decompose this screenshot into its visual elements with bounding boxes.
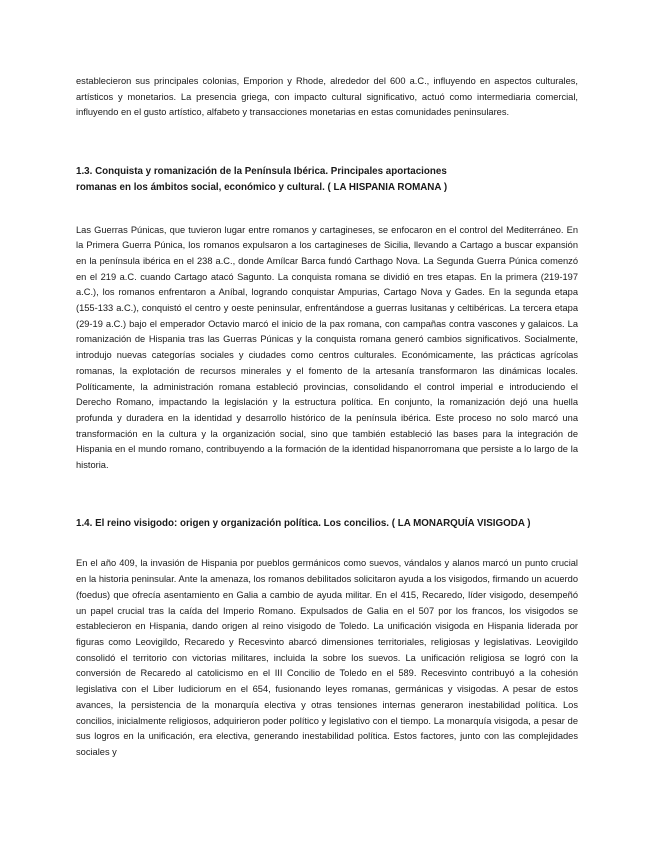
intro-paragraph: establecieron sus principales colonias, Emporion y Rhode, alrededor del 600 a.C., influyendo en aspectos culturales, artísticos y monetarios. La presencia griega, con impacto cultural significativo, actuó como intermediaria comercial, influyendo en el gusto artístico, alfabeto y transacciones monetarias en estas comunidades peninsulares. [76, 76, 578, 118]
section-1-3-paragraph: Las Guerras Púnicas, que tuvieron lugar entre romanos y cartagineses, se enfocaron en el control del Mediterráneo. En la Primera Guerra Púnica, los romanos expulsaron a los cartagineses de Sicilia, llevando a Cartago a buscar expansión en la península ibérica en el 238 a.C., donde Amílcar Barca fundó Carthago Nova. La Segunda Guerra Púnica comenzó en el 219 a.C. cuando Cartago atacó Sagunto. La conquista romana se dividió en tres etapas. En la primera (219-197 a.C.), los romanos enfrentaron a Aníbal, logrando conquistar Ampurias, Cartago Nova y Gades. En la segunda etapa (155-133 a.C.), conquistó el centro y oeste peninsular, enfrentándose a guerras lusitanas y celtibéricas. La tercera etapa (29-19 a.C.) bajo el emperador Octavio marcó el inicio de la pax romana, con campañas contra vascones y galaicos. La romanización de Hispania tras las Guerras Púnicas y la conquista romana generó cambios significativos. Socialmente, introdujo nuevas categorías sociales y ciudades como centros culturales. Económicamente, las prácticas agrícolas romanas, la explotación de recursos minerales y el fomento de la artesanía transformaron las dinámicas locales. Políticamente, la administración romana estableció provincias, consolidando el control imperial e introduciendo el Derecho Romano, impactando la legislación y la estructura política. En conjunto, la romanización dejó una huella profunda y duradera en la identidad y desarrollo histórico de la península ibérica. Este proceso no solo marcó una transformación en la cultura y la organización social, sino que también estableció las bases para la integración de Hispania en el mundo romano, contribuyendo a la formación de la identidad hispanorromana que persiste a lo largo de la historia. [76, 224, 578, 471]
section-1-3-heading-line-2: romanas en los ámbitos social, económico y cultural. ( LA HISPANIA ROMANA ) [76, 181, 448, 193]
section-1-4-paragraph: En el año 409, la invasión de Hispania por pueblos germánicos como suevos, vándalos y alanos marcó un punto crucial en la historia peninsular. Ante la amenaza, los romanos debilitados solicitaron ayuda a los visigodos, firmando un acuerdo (foedus) que ofrecía asentamiento en Galia a cambio de ayuda militar. En el 415, Recaredo, líder visigodo, desempeñó un papel crucial tras la caída del Imperio Romano. Expulsados de Galia en el 507 por los francos, los visigodos se establecieron en Hispania, dando origen al reino visigodo de Toledo. La unificación visigoda en Hispania liderada por figuras como Leovigildo, Recaredo y Recesvinto abarcó dimensiones territoriales, religiosas y legislativas. Leovigildo consolidó el territorio con victorias militares, incluida la sobre los suevos. La unificación religiosa se logró con la conversión de Recaredo al catolicismo en el III Concilio de Toledo en el 589. Recesvinto contribuyó a la cohesión legislativa con el Liber Iudiciorum en el 654, fusionando leyes romanas, germánicas y visigodas. A pesar de estos avances, la persistencia de la monarquía electiva y otras tensiones internas generaron inestabilidad política. Los concilios, inicialmente religiosos, adquirieron poder político y legislativo con el tiempo. La monarquía visigoda, a pesar de sus logros en la unificación, era electiva, generando inestabilidad política. Estos factores, junto con las complejidades sociales y [76, 558, 578, 757]
section-1-3-heading-line-1: 1.3. Conquista y romanización de la Península Ibérica. Principales aportaciones [76, 166, 447, 178]
document-page [76, 74, 578, 761]
section-1-3-heading [76, 164, 578, 195]
section-1-4-heading: 1.4. El reino visigodo: origen y organización política. Los concilios. ( LA MONARQUÍA VISIGODA ) [76, 517, 531, 529]
